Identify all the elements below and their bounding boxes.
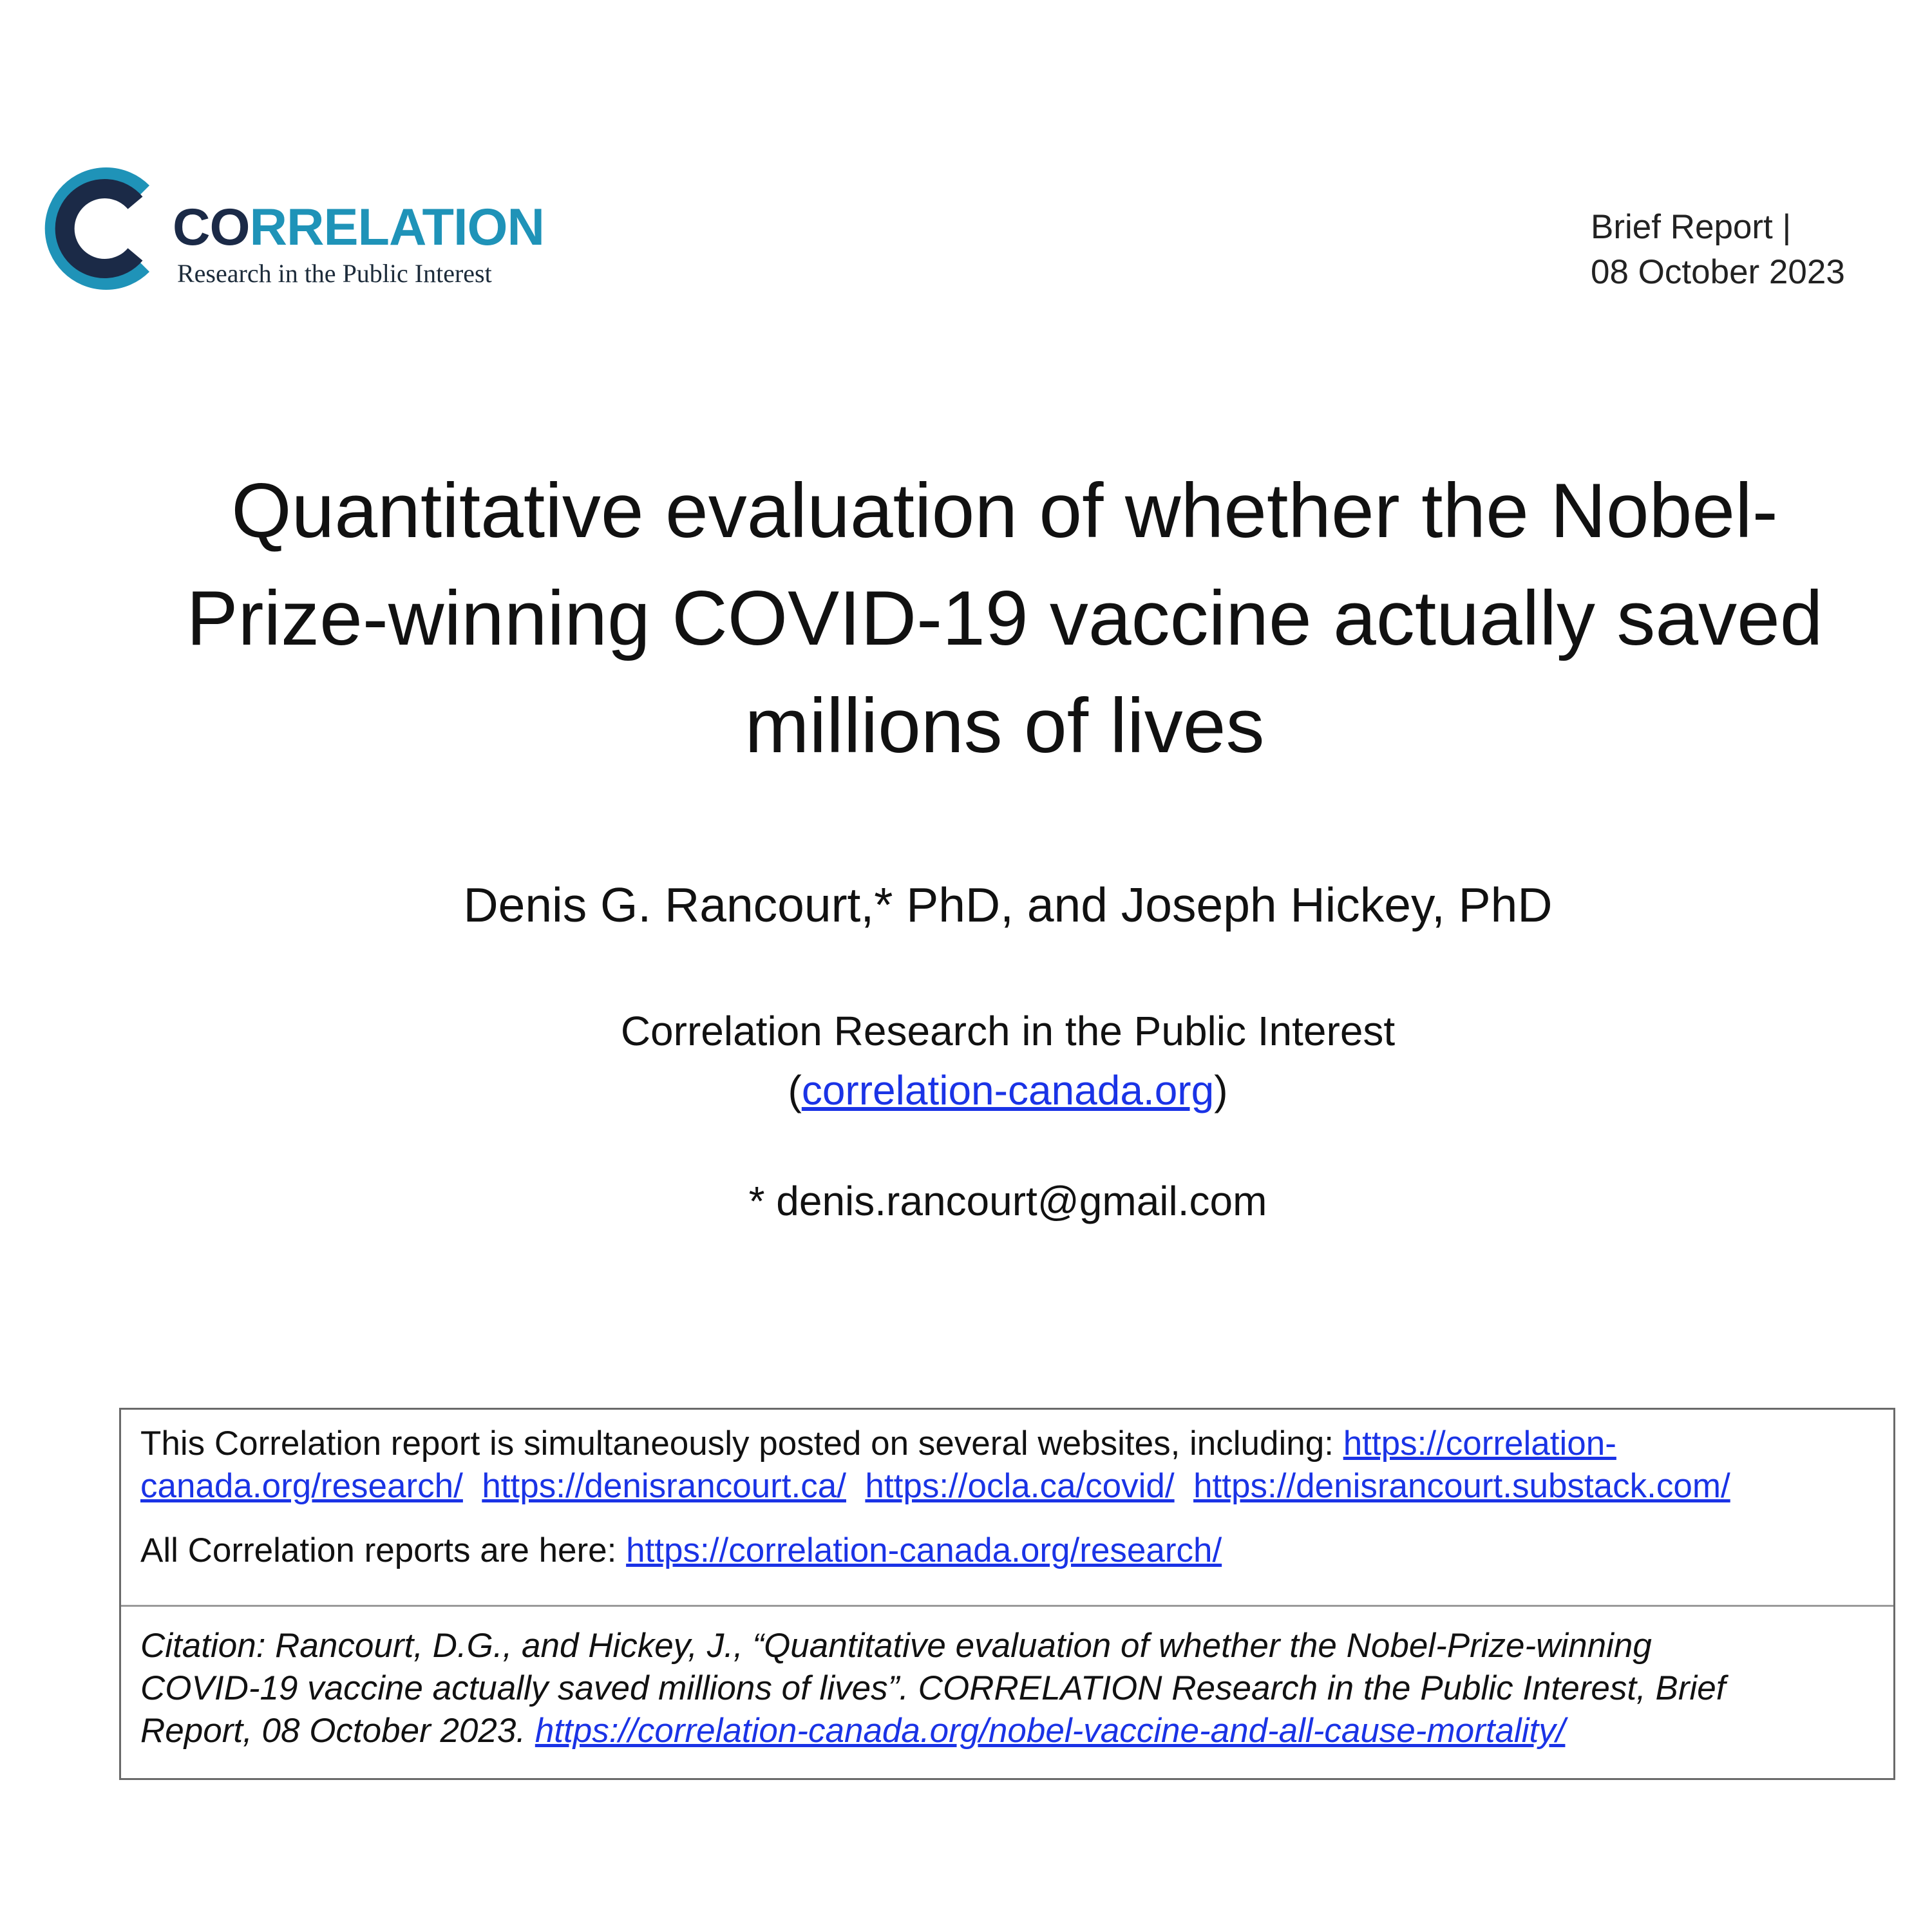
affiliation-name: Correlation Research in the Public Interest [620,1008,1396,1054]
citation [121,1607,1893,1752]
citation-link[interactable]: https://correlation-canada.org/nobel-vaccine-and-all-cause-mortality/ [535,1712,1566,1750]
logo-wordmark-co: CO [173,198,250,256]
report-type-label: Brief Report | [1591,208,1792,246]
posting-text: This Correlation report is simultaneously posted on several websites, including: [140,1425,1343,1463]
title-line-2: Prize-winning COVID-19 vaccine actually saved [186,575,1823,661]
logo-tagline: Research in the Public Interest [177,259,492,288]
affiliation-url-line [0,1061,1932,1120]
info-box [119,1408,1895,1780]
all-reports-text: All Correlation reports are here: [140,1531,627,1569]
posting-link-correlation-part1[interactable]: https://correlation- [1343,1425,1616,1463]
posting-link-correlation-part2[interactable]: canada.org/research/ [140,1467,463,1505]
paper-authors: Denis G. Rancourt,* PhD, and Joseph Hickey, PhD [463,878,1553,932]
affiliation-paren-close: ) [1214,1067,1228,1113]
correlation-c-icon [39,164,167,293]
title-line-3: millions of lives [744,683,1265,769]
citation-prefix: Report, 08 October 2023. [140,1712,535,1750]
affiliation-paren-open: ( [788,1067,802,1113]
all-reports-paragraph [140,1530,1874,1572]
report-meta [1591,205,1845,295]
posting-info [121,1410,1893,1607]
report-date: 08 October 2023 [1591,253,1845,291]
correlation-logo [39,164,544,293]
citation-line-3 [140,1710,1874,1752]
posting-link-ocla[interactable]: https://ocla.ca/covid/ [865,1467,1175,1505]
affiliation-link[interactable]: correlation-canada.org [801,1067,1215,1113]
corresponding-email: * denis.rancourt@gmail.com [748,1178,1267,1224]
posting-link-substack[interactable]: https://denisrancourt.substack.com/ [1193,1467,1730,1505]
affiliation [0,1001,1932,1120]
citation-line-1: Citation: Rancourt, D.G., and Hickey, J., “Quantitative evaluation of whether the Nobel-Prize-winning [140,1627,1652,1665]
all-reports-link[interactable]: https://correlation-canada.org/research/ [626,1531,1222,1569]
citation-line-2: COVID-19 vaccine actually saved millions of lives”. CORRELATION Research in the Public Interest, Brief [140,1669,1726,1707]
posting-link-denisrancourt[interactable]: https://denisrancourt.ca/ [482,1467,846,1505]
posting-paragraph [140,1423,1874,1508]
logo-wordmark-rest: RELATION [287,198,544,256]
paper-title [116,457,1893,780]
logo-wordmark-r: R [249,198,287,256]
title-line-1: Quantitative evaluation of whether the Nobel- [231,468,1778,554]
logo-wordmark [173,198,544,256]
